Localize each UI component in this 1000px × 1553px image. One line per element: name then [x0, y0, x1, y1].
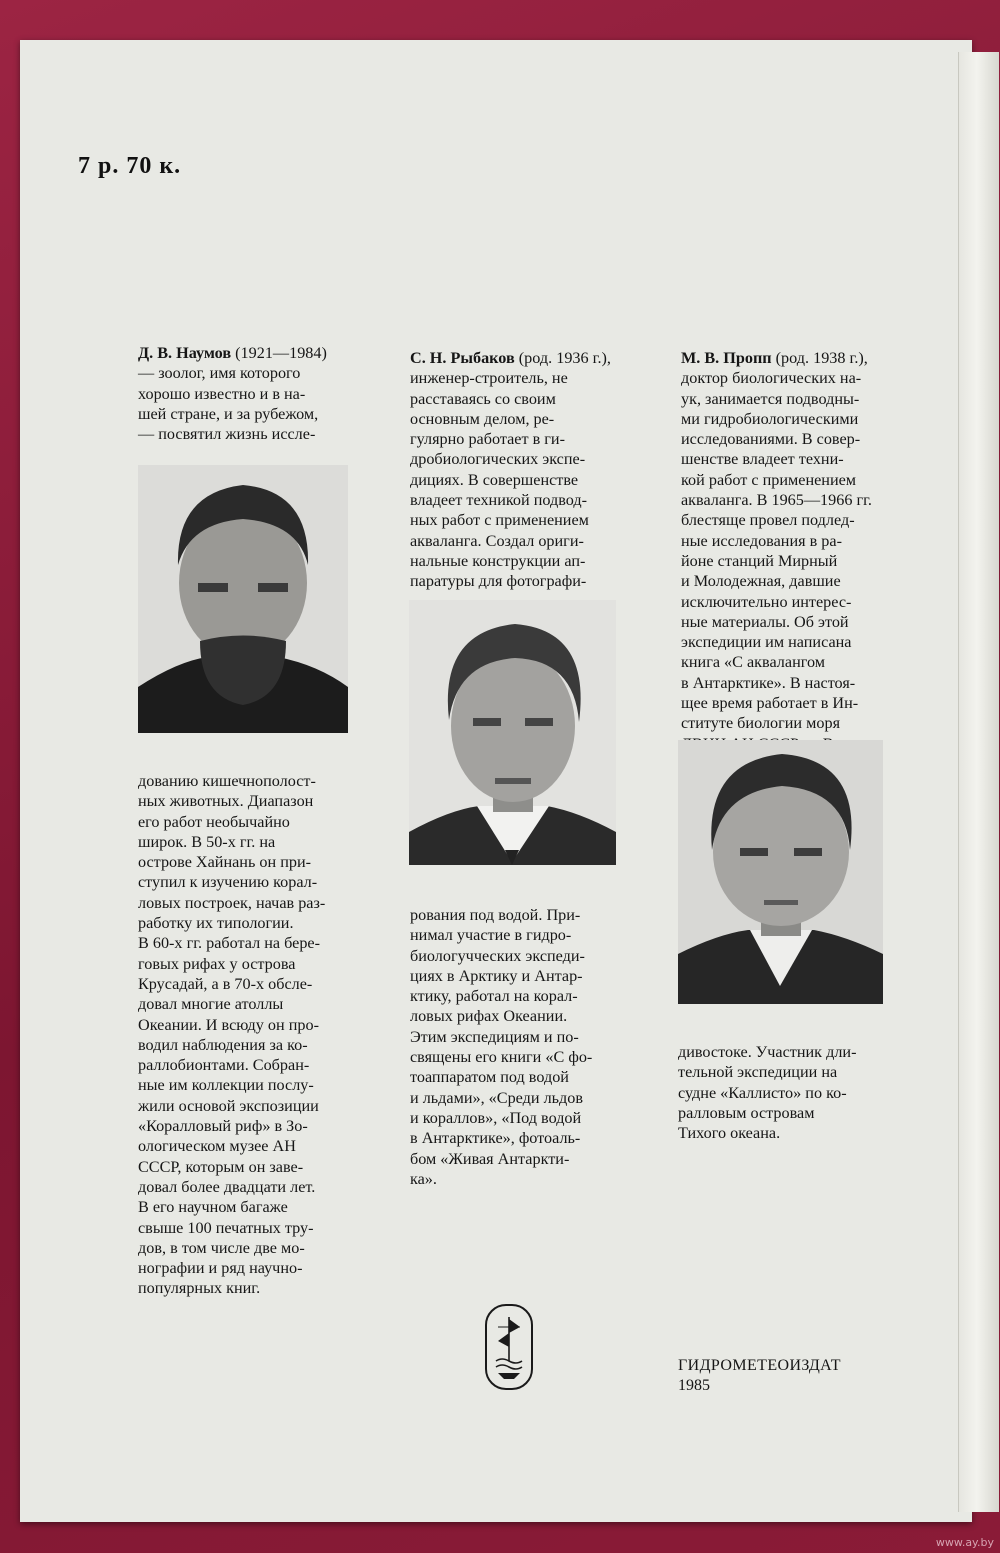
bio-line: (род. 1938 г.), [775, 349, 868, 367]
bio-line: и льдами», «Среди льдов [410, 1088, 584, 1107]
bio-line: дивостоке. Участник дли- [678, 1043, 857, 1061]
bio-line: тельной экспедиции на [678, 1063, 838, 1082]
bio-line: ук, занимается подводны- [681, 389, 860, 408]
bio-line: — посвятил жизнь иссле- [138, 425, 316, 444]
bio-line: В 60-х гг. работал на бере- [138, 934, 320, 953]
bio-line: ные материалы. Об этой [681, 612, 849, 631]
bio-line: дробиологических экспе- [410, 450, 586, 469]
bio-line: шенстве владеет техни- [681, 450, 844, 469]
bio-line: хорошо известно и в на- [138, 384, 306, 403]
ship-emblem-icon [484, 1303, 534, 1391]
bio-line: водил наблюдения за ко- [138, 1035, 308, 1054]
bio-line: ловых рифах Океании. [410, 1007, 568, 1026]
bio-line: довал многие атоллы [138, 995, 284, 1014]
bio-line: нимал участие в гидро- [410, 926, 572, 945]
bio-line: Этим экспедициям и по- [410, 1027, 579, 1046]
publisher-name: ГИДРОМЕТЕОИЗДАТ [678, 1357, 841, 1374]
bio-line: ктику, работал на корал- [410, 987, 578, 1006]
bio-line: ных животных. Диапазон [138, 792, 314, 811]
bio-line: ми гидробиологическими [681, 409, 859, 428]
book-spine [958, 52, 999, 1512]
bio-line: раллобионтами. Собран- [138, 1056, 310, 1075]
bio-line: острове Хайнань он при- [138, 853, 312, 872]
bio-line: биологучческих экспеди- [410, 946, 585, 965]
author-name: Д. В. Наумов [138, 344, 232, 362]
bio-naumov-top [138, 343, 327, 444]
bio-line: экспедиции им написана [681, 633, 852, 652]
bio-line: инженер-строитель, не [410, 369, 568, 388]
price-label: 7 р. 70 к. [78, 153, 182, 179]
bio-line: циях в Арктику и Антар- [410, 966, 583, 985]
bio-line: акваланга. В 1965—1966 гг. [681, 491, 872, 510]
bio-line: блестяще провел подлед- [681, 511, 855, 530]
bio-line: говых рифах у острова [138, 954, 296, 973]
bio-line: нальные конструкции ап- [410, 551, 586, 570]
bio-line: доктор биологических на- [681, 369, 862, 388]
bio-line: Тихого океана. [678, 1124, 781, 1143]
bio-line: бом «Живая Антаркти- [410, 1149, 570, 1168]
bio-line: ологическом музее АН [138, 1137, 296, 1156]
bio-propp-top [681, 348, 872, 754]
bio-line: ных работ с применением [410, 511, 589, 530]
bio-line: щее время работает в Ин- [681, 694, 859, 713]
bio-line: популярных книг. [138, 1279, 261, 1298]
bio-line: расставаясь со своим [410, 389, 556, 408]
bio-line: ные исследования в ра- [681, 531, 842, 550]
bio-line: дованию кишечнополост- [138, 772, 316, 790]
portrait-rybakov [409, 600, 616, 865]
bio-line: паратуры для фотографи- [410, 572, 587, 591]
bio-line: гулярно работает в ги- [410, 430, 565, 449]
bio-line: и Молодежная, давшие [681, 572, 841, 591]
bio-line: исследованиями. В совер- [681, 430, 861, 449]
bio-line: нографии и ряд научно- [138, 1259, 303, 1278]
bio-line: акваланга. Создал ориги- [410, 531, 584, 550]
bio-line: священы его книги «С фо- [410, 1048, 593, 1067]
bio-line: (род. 1936 г.), [518, 349, 611, 367]
bio-line: рования под водой. При- [410, 906, 581, 924]
bio-line: дициях. В совершенстве [410, 470, 579, 489]
bio-line: СССР, которым он заве- [138, 1157, 304, 1176]
bio-line: кой работ с применением [681, 470, 857, 489]
bio-naumov-bottom [138, 771, 325, 1299]
bio-line: шей стране, и за рубежом, [138, 404, 319, 423]
bio-line: исключительно интерес- [681, 592, 852, 611]
bio-line: свыше 100 печатных тру- [138, 1218, 314, 1237]
bio-line: йоне станций Мирный [681, 551, 838, 570]
bio-line: тоаппаратом под водой [410, 1068, 569, 1087]
bio-line: ступил к изучению корал- [138, 873, 318, 892]
author-name: С. Н. Рыбаков [410, 349, 515, 367]
bio-line: ституте биологии моря [681, 714, 841, 733]
bio-line: ловых построек, начав раз- [138, 893, 326, 912]
bio-line: в Антарктике», фотоаль- [410, 1129, 581, 1148]
portrait-naumov [138, 465, 348, 733]
bio-line: — зоолог, имя которого [138, 364, 301, 383]
bio-line: его работ необычайно [138, 812, 290, 831]
bio-line: ные им коллекции послу- [138, 1076, 314, 1095]
bio-line: книга «С аквалангом [681, 653, 825, 672]
bio-line: судне «Каллисто» по ко- [678, 1083, 847, 1102]
bio-line: довал более двадцати лет. [138, 1177, 316, 1196]
bio-line: В его научном багаже [138, 1198, 288, 1217]
bio-line: Крусадай, а в 70-х обсле- [138, 974, 313, 993]
bio-line: «Коралловый риф» в Зо- [138, 1117, 308, 1136]
bio-line: основным делом, ре- [410, 409, 555, 428]
bio-line: ка». [410, 1169, 437, 1188]
bio-line: и кораллов», «Под водой [410, 1108, 582, 1127]
bio-propp-bottom [678, 1042, 856, 1143]
bio-line: ралловым островам [678, 1103, 815, 1122]
portrait-propp [678, 740, 883, 1004]
bio-line: Океании. И всюду он про- [138, 1015, 319, 1034]
bio-rybakov-bottom [410, 905, 592, 1189]
publication-year: 1985 [678, 1377, 710, 1394]
author-name: М. В. Пропп [681, 349, 772, 367]
bio-line: владеет техникой подвод- [410, 491, 588, 510]
bio-rybakov-top [410, 348, 611, 592]
bio-line: широк. В 50-х гг. на [138, 832, 276, 851]
bio-line: в Антарктике». В настоя- [681, 673, 856, 692]
bio-line: (1921—1984) [235, 344, 327, 362]
bio-line: дов, в том числе две мо- [138, 1238, 305, 1257]
bio-line: работку их типологии. [138, 914, 294, 933]
bio-line: жили основой экспозиции [138, 1096, 319, 1115]
watermark: www.ay.by [935, 1536, 994, 1549]
